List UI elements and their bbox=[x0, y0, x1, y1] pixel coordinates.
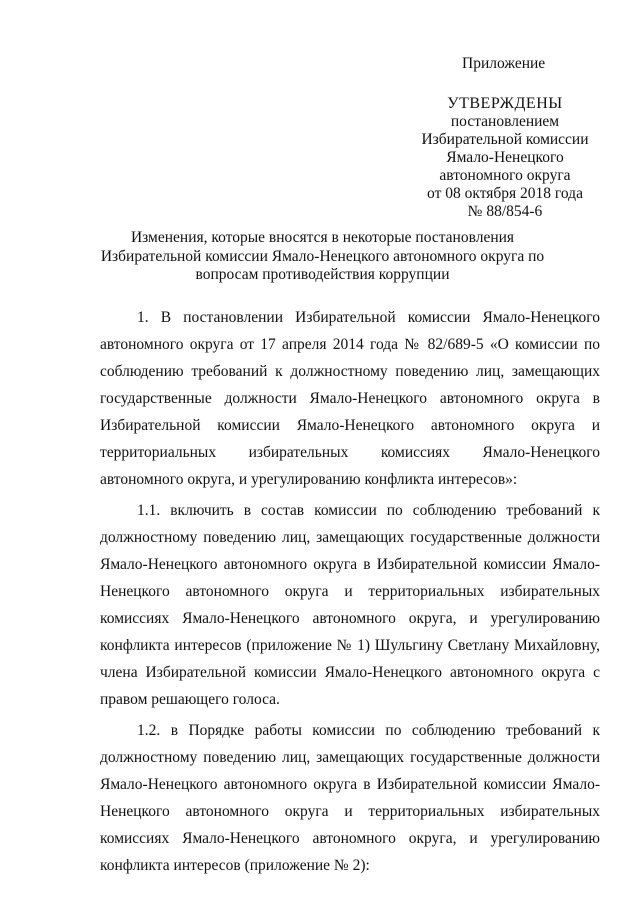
approval-line: Ямало-Ненецкого bbox=[446, 149, 564, 166]
approval-line: № 88/854-6 bbox=[467, 203, 543, 220]
approval-line: автономного округа bbox=[439, 167, 571, 184]
paragraph-1: 1. В постановлении Избирательной комиссии Ямало-Ненецкого автономного округа от 17 апреля 2014 года № 82/689-5 «О комиссии по соблюдению требований к должностному поведению лиц, замещающих государственные должности Ямало-Ненецкого автономного округа в Избирательной комиссии Ямало-Ненецкого автономного округа и территориальных избирательных комиссиях Ямало-Ненецкого автономного округа, и урегулированию конфликта интересов»: bbox=[100, 309, 600, 488]
approval-line: от 08 октября 2018 года bbox=[427, 185, 583, 202]
appendix-label: Приложение bbox=[462, 55, 546, 72]
paragraph-1-2: 1.2. в Порядке работы комиссии по соблюдению требований к должностному поведению лиц, замещающих государственные должности Ямало-Ненецкого автономного округа в Избирательной комиссии Ямало-Ненецкого автономного округа и территориальных избирательных комиссиях Ямало-Ненецкого автономного округа, и урегулированию конфликта интересов (приложение № 2): bbox=[100, 722, 600, 874]
paragraph-1-1: 1.1. включить в состав комиссии по соблюдению требований к должностному поведению лиц, замещающих государственные должности Ямало-Ненецкого автономного округа в Избирательной комиссии Ямало-Ненецкого автономного округа и территориальных избирательных комиссиях Ямало-Ненецкого автономного округа, и урегулированию конфликта интересов (приложение № 1) Шульгину Светлану Михайловну, члена Избирательной комиссии Ямало-Ненецкого автономного округа с правом решающего голоса. bbox=[100, 502, 600, 708]
document-body bbox=[100, 304, 600, 883]
approval-block bbox=[380, 95, 630, 221]
approved-heading: УТВЕРЖДЕНЫ bbox=[447, 95, 563, 112]
approval-line: постановлением bbox=[450, 113, 560, 130]
document-title: Изменения, которые вносятся в некоторые постановления Избирательной комиссии Ямало-Ненецкого автономного округа по вопросам противодействия коррупции bbox=[100, 229, 545, 283]
approval-line: Избирательной комиссии bbox=[421, 131, 589, 148]
